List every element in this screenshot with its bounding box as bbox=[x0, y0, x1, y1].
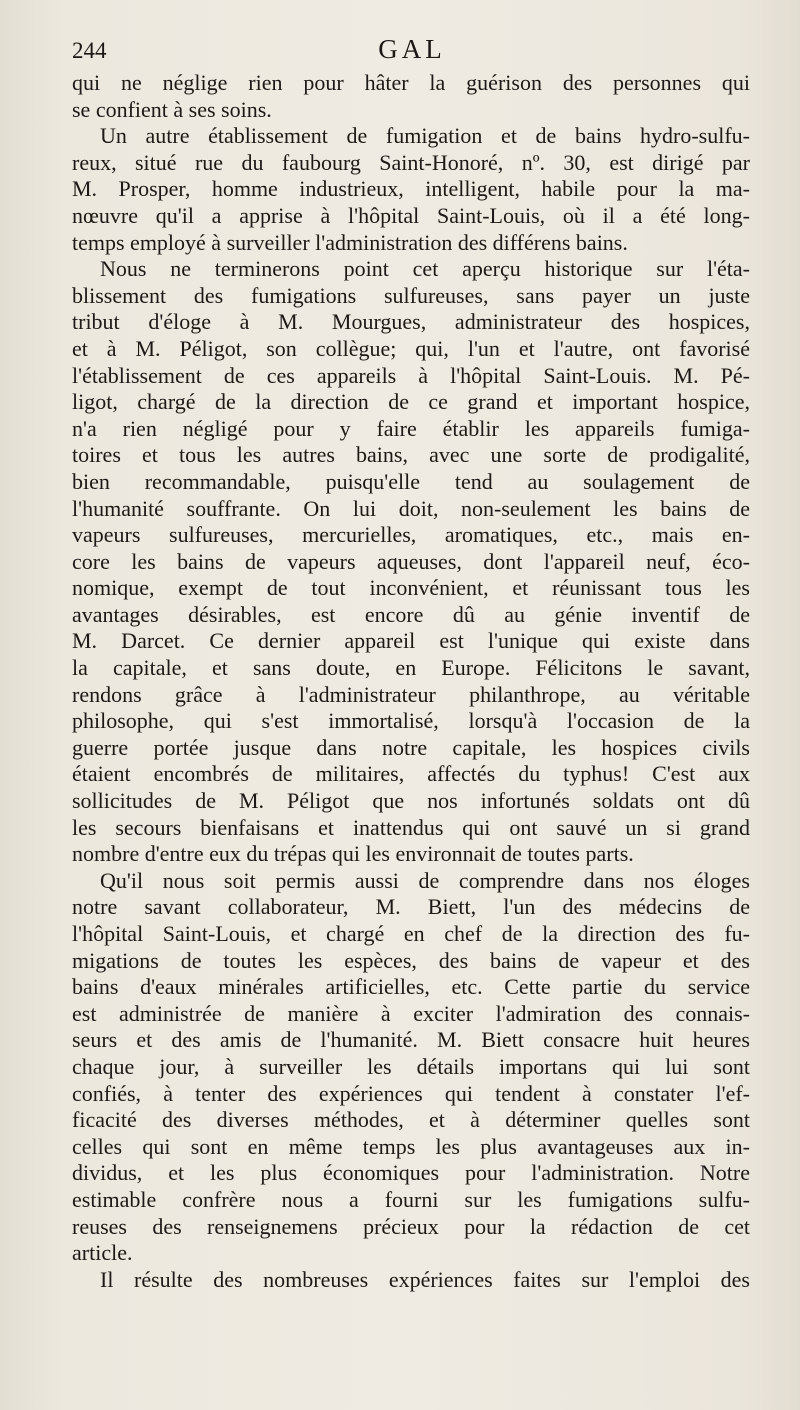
text-line: l'humanité souffrante. On lui doit, non-seulement les bains de bbox=[72, 495, 750, 521]
text-line: vapeurs sulfureuses, mercurielles, aromatiques, etc., mais en- bbox=[72, 522, 750, 548]
text-line: bien recommandable, puisqu'elle tend au soulagement de bbox=[72, 468, 750, 494]
running-head bbox=[72, 34, 752, 68]
text-line: guerre portée jusque dans notre capitale, les hospices civils bbox=[72, 734, 750, 760]
text-line: estimable confrère nous a fourni sur les fumigations sulfu- bbox=[72, 1186, 750, 1212]
text-line: qui ne néglige rien pour hâter la guérison des personnes qui bbox=[72, 70, 750, 95]
text-line: blissement des fumigations sulfureuses, sans payer un juste bbox=[72, 282, 750, 308]
text-line: migations de toutes les espèces, des bains de vapeur et des bbox=[72, 947, 750, 973]
text-line: l'établissement de ces appareils à l'hôpital Saint-Louis. M. Pé- bbox=[72, 362, 750, 388]
text-line: article. bbox=[72, 1240, 133, 1266]
text-line: nœuvre qu'il a apprise à l'hôpital Saint-Louis, où il a été long- bbox=[72, 202, 750, 228]
text-line: ficacité des diverses méthodes, et à déterminer quelles sont bbox=[72, 1107, 750, 1133]
text-line: reux, situé rue du faubourg Saint-Honoré, nº. 30, est dirigé par bbox=[72, 149, 750, 175]
text-line: toires et tous les autres bains, avec une sorte de prodigalité, bbox=[72, 442, 750, 468]
text-line: M. Prosper, homme industrieux, intelligent, habile pour la ma- bbox=[72, 176, 750, 202]
page-number: 244 bbox=[72, 38, 107, 63]
text-line: reuses des renseignemens précieux pour la rédaction de cet bbox=[72, 1213, 750, 1239]
text-line: Un autre établissement de fumigation et de bains hydro-sulfu- bbox=[100, 123, 750, 149]
text-line: philosophe, qui s'est immortalisé, lorsqu'à l'occasion de la bbox=[72, 708, 750, 734]
running-title: GAL bbox=[378, 34, 446, 64]
text-line: temps employé à surveiller l'administration des différens bains. bbox=[72, 229, 628, 255]
text-line: seurs et des amis de l'humanité. M. Biett consacre huit heures bbox=[72, 1027, 750, 1053]
text-line: M. Darcet. Ce dernier appareil est l'unique qui existe dans bbox=[72, 628, 750, 654]
text-line: et à M. Péligot, son collègue; qui, l'un et l'autre, ont favorisé bbox=[72, 335, 750, 361]
text-line: core les bains de vapeurs aqueuses, dont l'appareil neuf, éco- bbox=[72, 548, 750, 574]
text-line: la capitale, et sans doute, en Europe. Félicitons le savant, bbox=[72, 655, 750, 681]
text-line: tribut d'éloge à M. Mourgues, administrateur des hospices, bbox=[72, 309, 750, 335]
text-line: rendons grâce à l'administrateur philanthrope, au véritable bbox=[72, 681, 750, 707]
text-line: nomique, exempt de tout inconvénient, et réunissant tous les bbox=[72, 575, 750, 601]
text-line: n'a rien négligé pour y faire établir les appareils fumiga- bbox=[72, 415, 750, 441]
text-line: confiés, à tenter des expériences qui tendent à constater l'ef- bbox=[72, 1080, 750, 1106]
text-line: Il résulte des nombreuses expériences faites sur l'emploi des bbox=[100, 1266, 750, 1292]
body-text bbox=[72, 70, 750, 1293]
text-line: l'hôpital Saint-Louis, et chargé en chef de la direction des fu- bbox=[72, 921, 750, 946]
text-line: Qu'il nous soit permis aussi de comprendre dans nos éloges bbox=[100, 867, 750, 893]
text-line: celles qui sont en même temps les plus avantageuses aux in- bbox=[72, 1133, 750, 1159]
text-line: dividus, et les plus économiques pour l'administration. Notre bbox=[72, 1160, 750, 1186]
text-line: est administrée de manière à exciter l'admiration des connais- bbox=[72, 1000, 750, 1026]
text-line: notre savant collaborateur, M. Biett, l'un des médecins de bbox=[72, 894, 750, 920]
text-line: chaque jour, à surveiller les détails importans qui lui sont bbox=[72, 1053, 750, 1079]
text-line: nombre d'entre eux du trépas qui les environnait de toutes parts. bbox=[72, 841, 634, 867]
text-line: bains d'eaux minérales artificielles, etc. Cette partie du service bbox=[72, 974, 750, 1000]
text-line: se confient à ses soins. bbox=[72, 96, 272, 122]
text-line: avantages désirables, est encore dû au génie inventif de bbox=[72, 601, 750, 627]
text-line: les secours bienfaisans et inattendus qui ont sauvé un si grand bbox=[72, 814, 750, 840]
text-line: Nous ne terminerons point cet aperçu historique sur l'éta- bbox=[100, 256, 750, 282]
text-line: ligot, chargé de la direction de ce grand et important hospice, bbox=[72, 389, 750, 415]
text-line: étaient encombrés de militaires, affectés du typhus! C'est aux bbox=[72, 761, 750, 787]
text-line: sollicitudes de M. Péligot que nos infortunés soldats ont dû bbox=[72, 788, 750, 814]
